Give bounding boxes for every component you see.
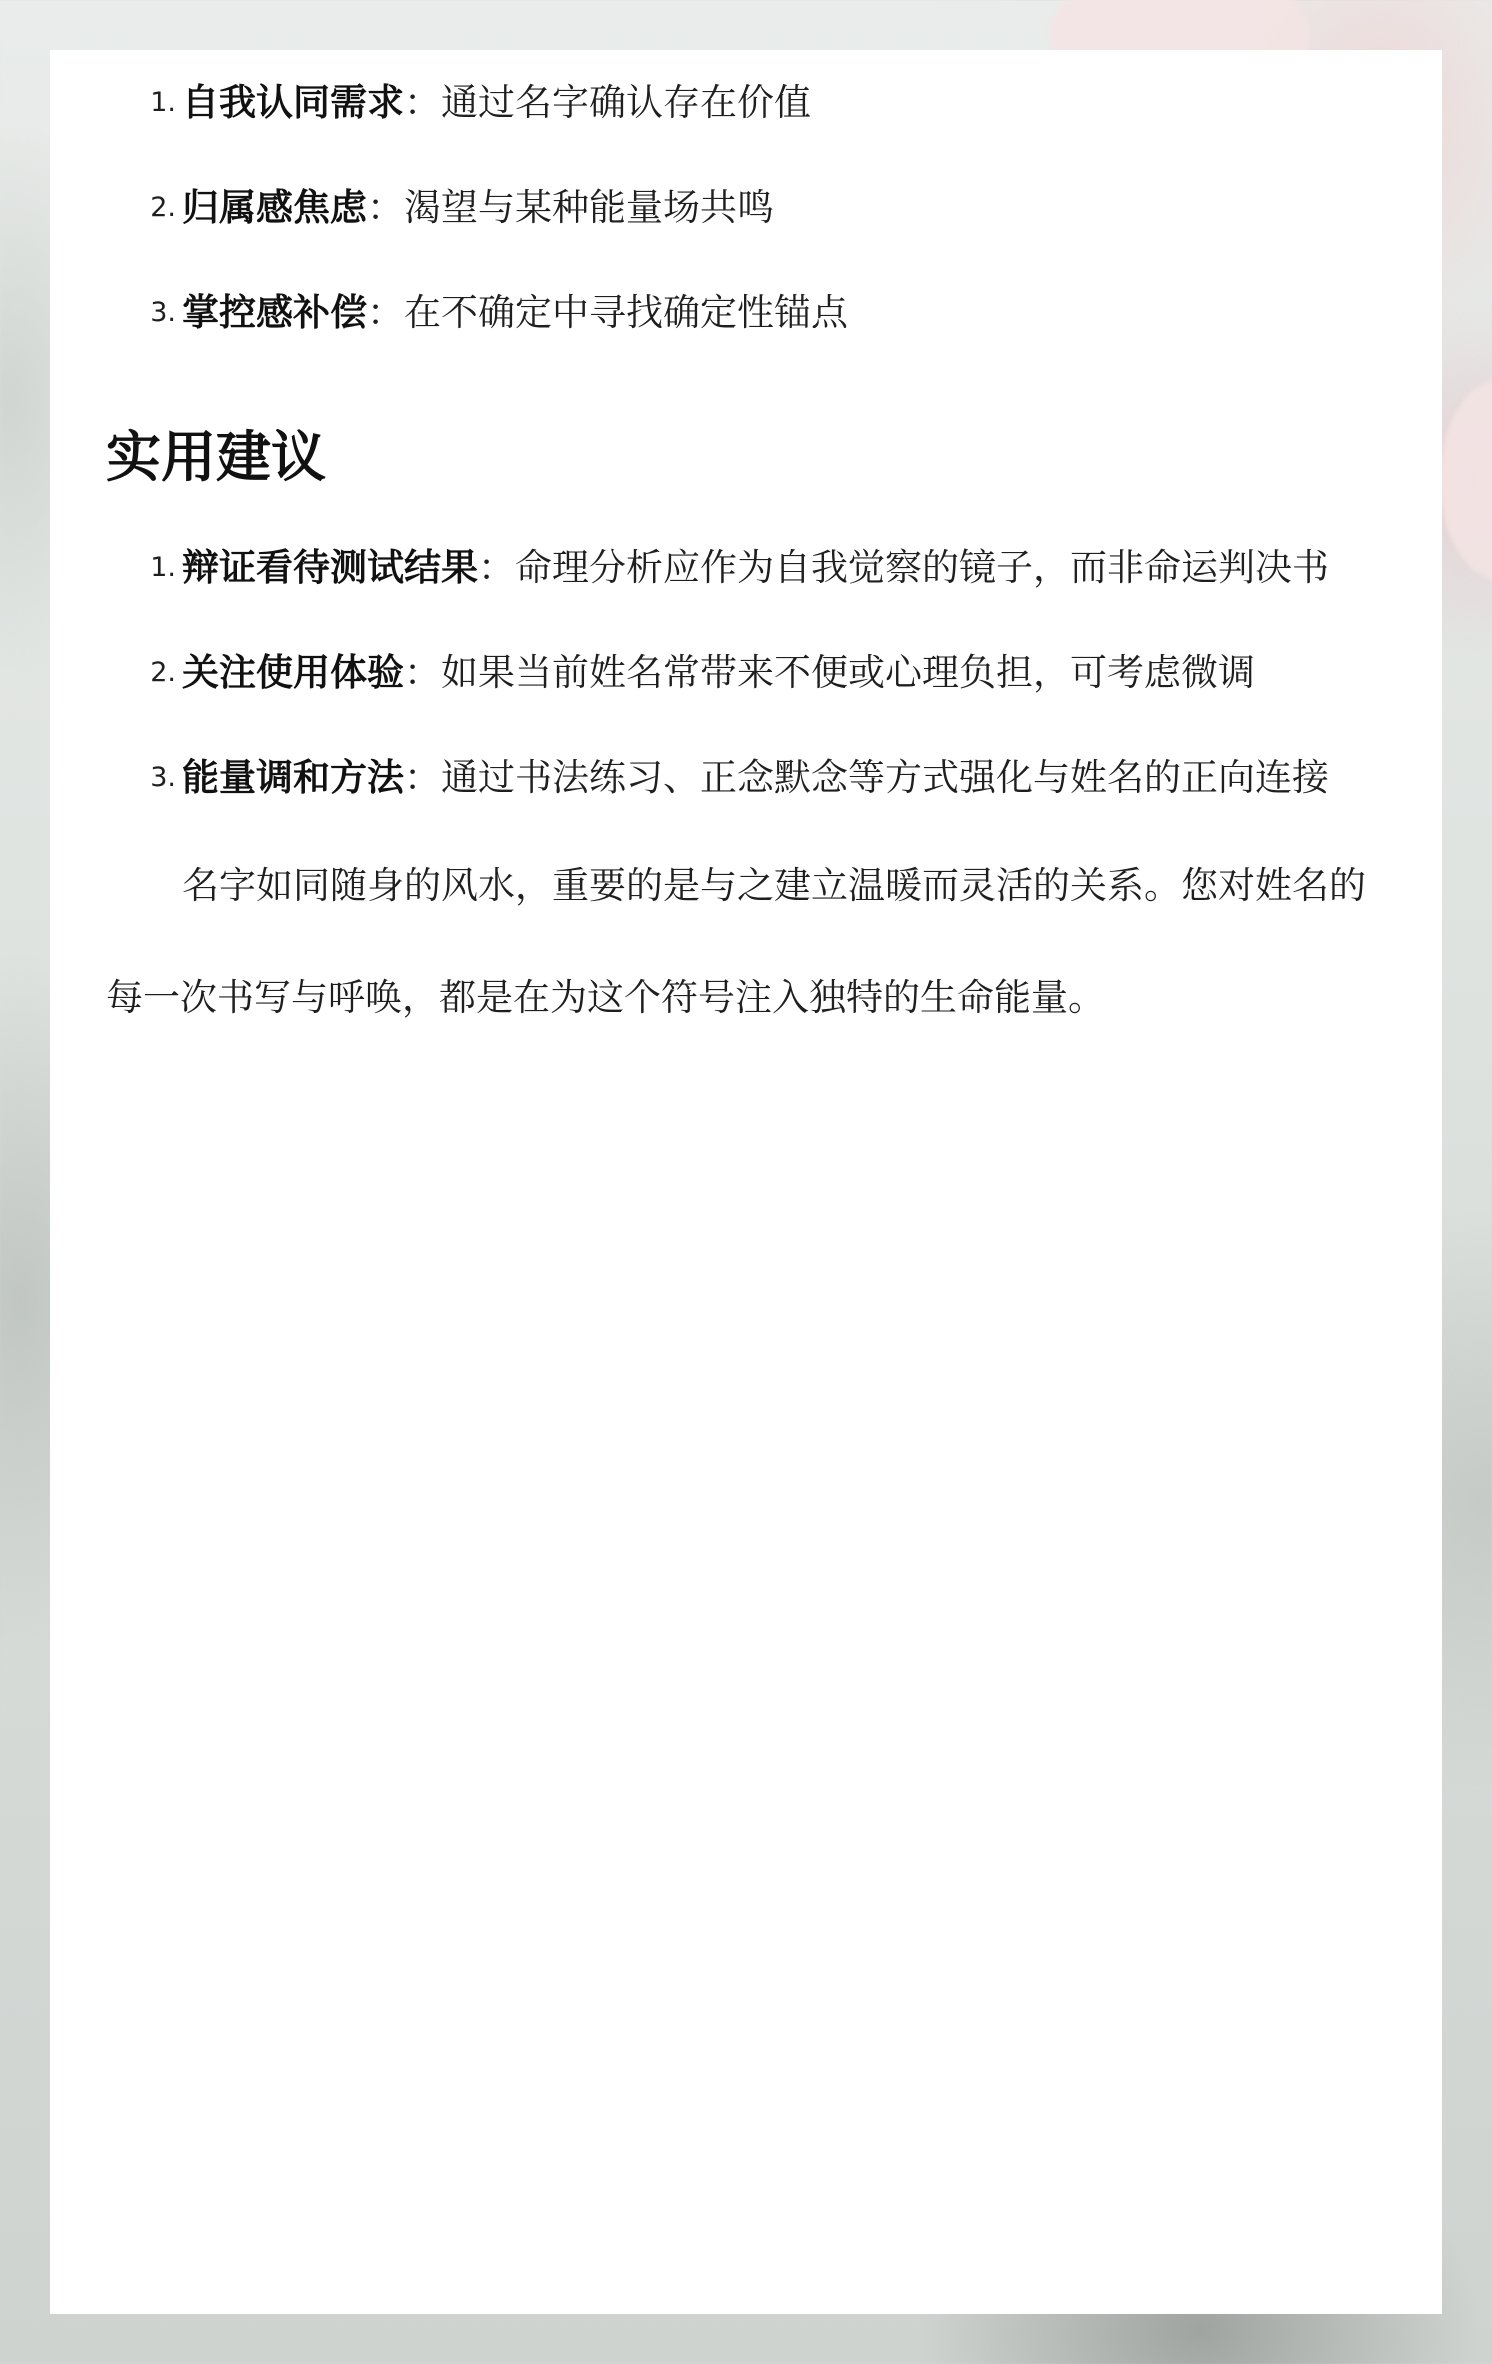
article-card	[50, 50, 1442, 2314]
list-item-number: 1.	[150, 87, 176, 118]
list-item-text: 通过书法练习、正念默念等方式强化与姓名的正向连接	[441, 756, 1329, 799]
list-item-text: 通过名字确认存在价值	[441, 81, 811, 124]
list-item-number: 2.	[150, 192, 176, 223]
list-item	[106, 260, 1396, 365]
list-item-term: 关注使用体验	[182, 651, 404, 694]
list-item-number: 3.	[150, 762, 176, 793]
list-item-term: 能量调和方法	[182, 756, 404, 799]
list-item-number: 1.	[150, 552, 176, 583]
list-item	[106, 515, 1396, 620]
list-item-text: 命理分析应作为自我觉察的镜子，而非命运判决书	[515, 546, 1329, 589]
list-item-text: 渴望与某种能量场共鸣	[404, 186, 774, 229]
section-heading: 实用建议	[106, 425, 327, 489]
list-item-term: 辩证看待测试结果	[182, 546, 478, 589]
list-item-text: 在不确定中寻找确定性锚点	[404, 291, 848, 334]
closing-paragraph: 名字如同随身的风水，重要的是与之建立温暖而灵活的关系。您对姓名的每一次书写与呼唤，都是在为这个符号注入独特的生命能量。	[106, 864, 1366, 1019]
list-item	[106, 725, 1396, 830]
list-item	[106, 50, 1396, 155]
list-item-term: 归属感焦虑	[182, 186, 367, 229]
list-item-number: 3.	[150, 297, 176, 328]
background-petal-decoration	[1440, 380, 1492, 580]
list-item	[106, 155, 1396, 260]
list-item-term: 自我认同需求	[182, 81, 404, 124]
reasons-list	[106, 50, 1396, 365]
list-item	[106, 620, 1396, 725]
list-item-separator: ：	[478, 546, 515, 589]
list-item-separator: ：	[367, 291, 404, 334]
list-item-text: 如果当前姓名常带来不便或心理负担，可考虑微调	[441, 651, 1255, 694]
list-item-number: 2.	[150, 657, 176, 688]
list-item-term: 掌控感补偿	[182, 291, 367, 334]
suggestions-list	[106, 515, 1396, 830]
list-item-separator: ：	[404, 81, 441, 124]
list-item-separator: ：	[404, 651, 441, 694]
list-item-separator: ：	[367, 186, 404, 229]
list-item-separator: ：	[404, 756, 441, 799]
article-content	[106, 50, 1396, 1054]
